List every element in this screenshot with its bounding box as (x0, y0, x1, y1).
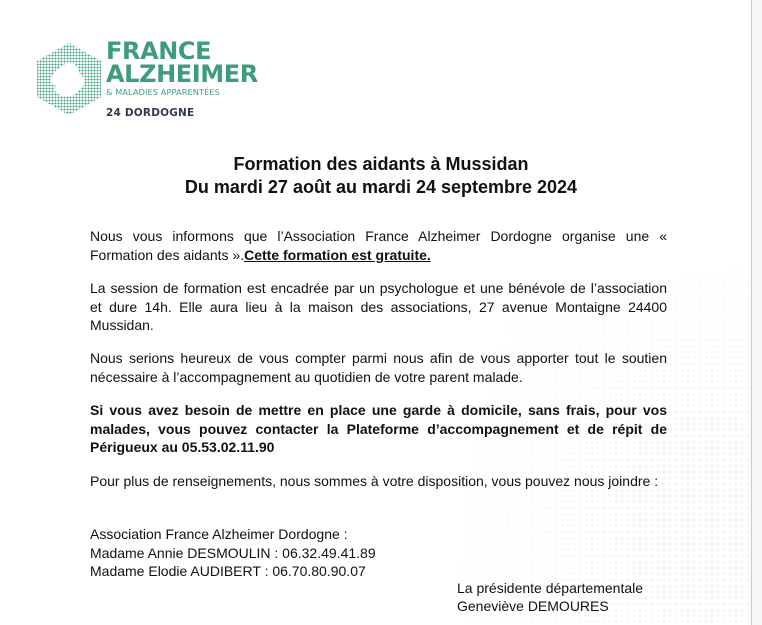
free-notice: Cette formation est gratuite. (244, 246, 431, 263)
signature-role: La présidente départementale (457, 580, 644, 596)
logo-line-france: FRANCE (106, 37, 212, 65)
logo-line-dordogne: 24 DORDOGNE (106, 107, 195, 119)
intro-text: Nous vous informons que l’Association France Alzheimer Dordogne organise une « Formation des aidants ». (90, 228, 667, 263)
paragraph-welcome: Nous serions heureux de vous compter parmi nous afin de vous apporter tout le soutien nécessaire à l’accompagnement au quotidien de votre parent malade. (90, 350, 667, 385)
contact-org: Association France Alzheimer Dordogne : (90, 526, 348, 542)
contact-desmoulin: Madame Annie DESMOULIN : 06.32.49.41.89 (90, 544, 376, 561)
paragraph-contact-intro: Pour plus de renseignements, nous sommes à votre disposition, vous pouvez nous joindre : (90, 473, 659, 489)
logo-line-alzheimer: ALZHEIMER (106, 60, 258, 88)
contact-audibert: Madame Elodie AUDIBERT : 06.70.80.90.07 (90, 563, 366, 579)
contact-list (90, 525, 376, 581)
paragraph-intro (90, 227, 667, 264)
page-title: Formation des aidants à Mussidan (233, 154, 529, 174)
paragraph-session: La session de formation est encadrée par un psychologue et une bénévole de l’association et dure 14h. Elle aura lieu à la maison des associations, 27 avenue Montaigne 24400 Mussidan. (90, 280, 667, 333)
signature (457, 579, 643, 615)
signature-name: Geneviève DEMOURES (457, 598, 609, 614)
scrollbar-track[interactable] (752, 0, 762, 625)
paragraph-respite-platform: Si vous avez besoin de mettre en place une garde à domicile, sans frais, pour vos malades, vous pouvez contacter la Plateforme d’accompagnement et de répit de Périgueux au 05.53.02.11.90 (90, 402, 667, 455)
hexagon-map-icon (36, 42, 102, 116)
page-subtitle-dates: Du mardi 27 août au mardi 24 septembre 2024 (184, 177, 578, 197)
logo-line-maladies: & MALADIES APPARENTÉES (106, 87, 220, 97)
